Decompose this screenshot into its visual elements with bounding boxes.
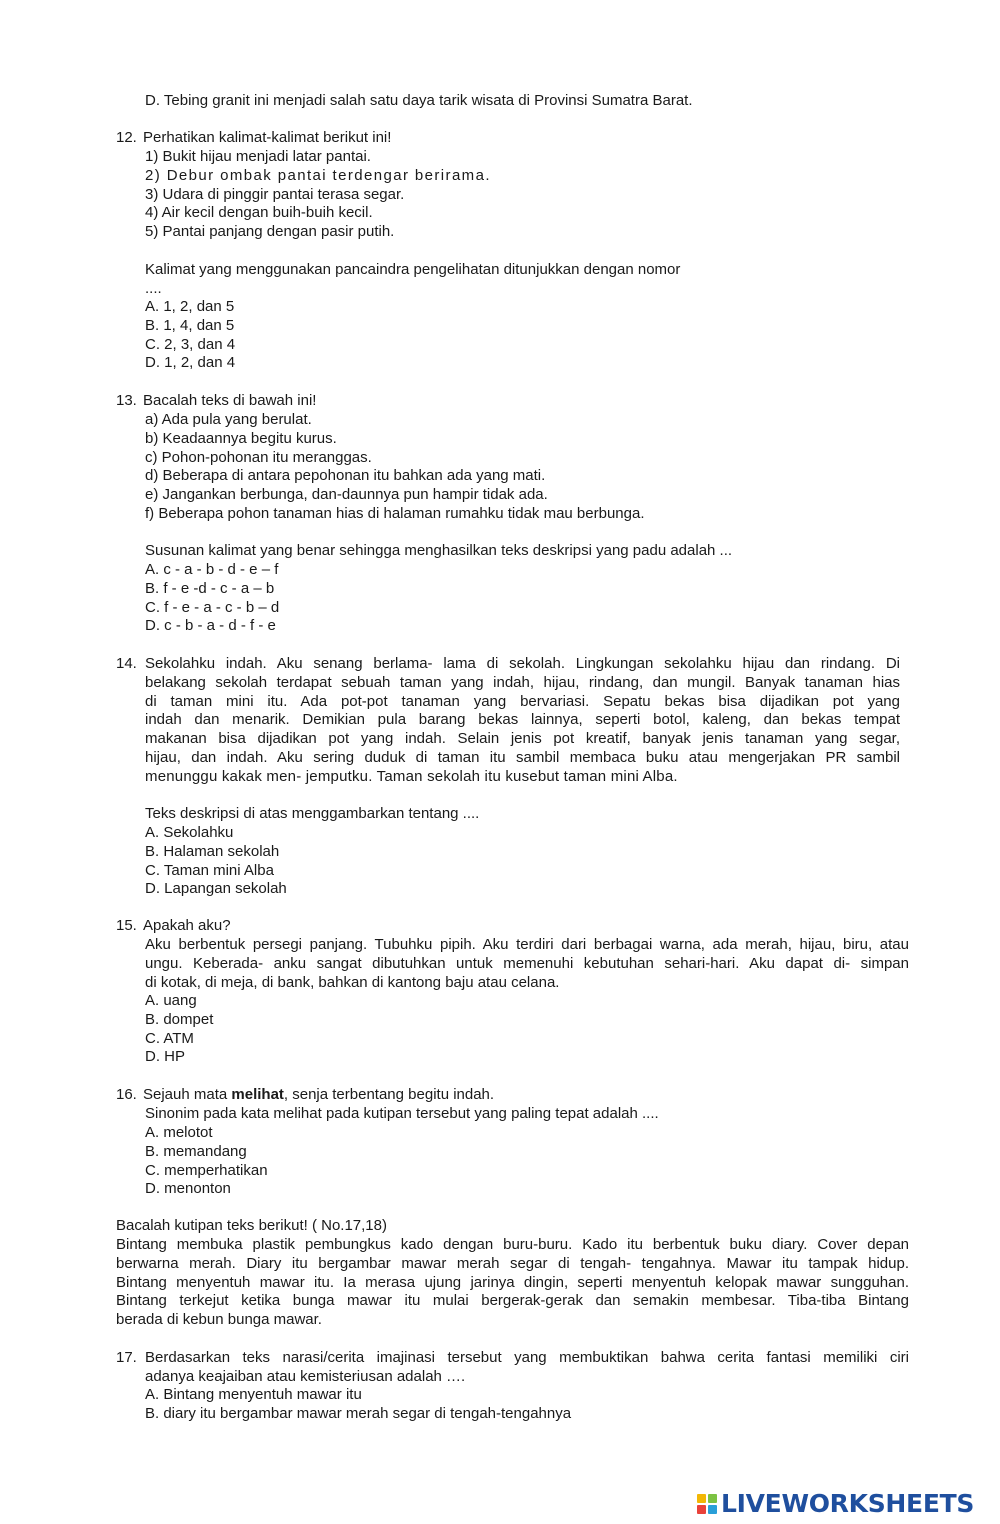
logo-tile [697, 1505, 706, 1514]
q17-question-line: Berdasarkan teks narasi/cerita imajinasi tersebut yang membuktikan bahwa cerita fantasi memiliki ciri [145, 1349, 909, 1366]
q14-passage [145, 655, 900, 787]
q12-item: 4) Air kecil dengan buih-buih kecil. [145, 204, 373, 222]
q16-option-d: D. menonton [145, 1180, 231, 1198]
excerpt-line: berwarna merah. Diary itu bergambar mawar merah segar di tengah- tengahnya. Mawar itu tampak hidup. [116, 1254, 909, 1272]
q12-number: 12. [116, 129, 137, 146]
q14-option-c: C. Taman mini Alba [145, 861, 274, 879]
q13-prompt: Bacalah teks di bawah ini! [143, 392, 317, 409]
q12-item: 3) Udara di pinggir pantai terasa segar. [145, 185, 405, 203]
q14-passage-line: Sekolahku indah. Aku senang berlama- lama di sekolah. Lingkungan sekolahku hijau dan rindang. Di [145, 655, 900, 672]
excerpt-line: Bintang membuka plastik pembungkus kado dengan buru-buru. Kado itu berbentuk buku diary. Cover depan [116, 1236, 909, 1253]
q13-item: b) Keadaannya begitu kurus. [145, 429, 337, 447]
q14-option-b: B. Halaman sekolah [145, 842, 280, 860]
q17-options [145, 1386, 571, 1424]
q14-passage-line: makanan bisa dijadikan pot yang indah. Selain jenis pot kreatif, banyak jenis tanaman yang segar, [145, 730, 900, 748]
q11-option-d: D. Tebing granit ini menjadi salah satu daya tarik wisata di Provinsi Sumatra Barat. [145, 92, 693, 109]
q16-number: 16. [116, 1086, 137, 1103]
q13-item: a) Ada pula yang berulat. [145, 411, 312, 428]
q15-passage-line: Aku berbentuk persegi panjang. Tubuhku pipih. Aku terdiri dari berbagai warna, ada merah, hijau, biru, atau [145, 936, 909, 953]
q15-passage-line: ungu. Keberada- anku sangat dibutuhkan untuk memenuhi kebutuhan sehari-hari. Aku dapat di- simpan [145, 954, 909, 972]
q13-item: d) Beberapa di antara pepohonan itu bahkan ada yang mati. [145, 467, 546, 485]
q13-option-c: C. f - e - a - c - b – d [145, 598, 280, 616]
excerpt-line: Bintang terkejut ketika bunga mawar itu mulai bergerak-gerak dan semakin membesar. Tiba-tiba Bintang [116, 1292, 909, 1310]
q17-question [145, 1349, 909, 1387]
q14-passage-line: belakang sekolah terdapat sebuah taman yang indah, hijau, rindang, dan mungil. Banyak tanaman hias [145, 673, 900, 691]
excerpt-line: Bintang menyentuh mawar itu. Ia merasa ujung jarinya dingin, seperti menyentuh kelopak mawar sungguhan. [116, 1273, 909, 1291]
q13-item: c) Pohon-pohonan itu meranggas. [145, 448, 372, 466]
q12-question: Kalimat yang menggunakan pancaindra pengelihatan ditunjukkan dengan nomor [145, 261, 681, 278]
q15-passage-line: di kotak, di meja, di bank, bahkan di kantong baju atau celana. [145, 973, 560, 991]
q16-prompt-before: Sejauh mata [143, 1086, 232, 1103]
q14-option-d: D. Lapangan sekolah [145, 880, 287, 898]
logo-tile [708, 1505, 717, 1514]
q13-option-b: B. f - e -d - c - a – b [145, 579, 275, 597]
q14-passage-line: di taman mini itu. Ada pot-pot tanaman yang bervariasi. Sepatu bekas bisa dijadikan pot yang [145, 692, 900, 710]
q15-number: 15. [116, 917, 137, 934]
q17-question-line: adanya keajaiban atau kemisteriusan adalah …. [145, 1367, 466, 1385]
q14-passage-line: menunggu kakak men- jemputku. Taman sekolah itu kusebut taman mini Alba. [145, 767, 678, 785]
logo-tile [708, 1494, 717, 1503]
q13-options [145, 561, 279, 636]
q14-passage-line: indah dan menarik. Demikian pula barang bekas lainnya, seperti botol, kaleng, dan bekas tempat [145, 711, 900, 729]
q13-item: f) Beberapa pohon tanaman hias di halaman rumahku tidak mau berbunga. [145, 504, 645, 522]
q17-option-a: A. Bintang menyentuh mawar itu [145, 1386, 362, 1403]
q15-option-d: D. HP [145, 1048, 186, 1066]
q16-option-b: B. memandang [145, 1142, 247, 1160]
q13-option-d: D. c - b - a - d - f - e [145, 617, 276, 635]
liveworksheets-logo-icon [697, 1494, 717, 1514]
liveworksheets-logo-text: LIVEWORKSHEETS [721, 1488, 975, 1518]
q12-ellipsis: .... [145, 280, 162, 297]
q16-options [145, 1124, 268, 1199]
q16-option-a: A. melotot [145, 1124, 213, 1141]
q17-option-b: B. diary itu bergambar mawar merah segar di tengah-tengahnya [145, 1404, 572, 1422]
q12-option-d: D. 1, 2, dan 4 [145, 354, 236, 372]
q16-prompt-bold-word: melihat [231, 1086, 284, 1103]
q16-question: Sinonim pada kata melihat pada kutipan tersebut yang paling tepat adalah .... [145, 1105, 659, 1122]
excerpt-passage [116, 1236, 909, 1330]
q12-prompt: Perhatikan kalimat-kalimat berikut ini! [143, 129, 392, 146]
q14-passage-line: hijau, dan indah. Aku sering duduk di taman itu sambil membaca buku atau mengerjakan PR sambil [145, 748, 900, 766]
logo-tile [697, 1494, 706, 1503]
q15-option-a: A. uang [145, 992, 197, 1009]
q12-item: 1) Bukit hijau menjadi latar pantai. [145, 148, 371, 165]
q15-option-c: C. ATM [145, 1029, 194, 1047]
q15-prompt: Apakah aku? [143, 917, 231, 934]
q14-option-a: A. Sekolahku [145, 824, 234, 841]
q12-items [145, 148, 491, 242]
q16-option-c: C. memperhatikan [145, 1161, 268, 1179]
q13-number: 13. [116, 392, 137, 409]
q15-passage [145, 936, 909, 992]
q13-items [145, 411, 645, 524]
q15-options [145, 992, 213, 1067]
q16-prompt [143, 1086, 494, 1105]
q12-option-c: C. 2, 3, dan 4 [145, 335, 236, 353]
q17-number: 17. [116, 1349, 137, 1366]
q13-item: e) Jangankan berbunga, dan-daunnya pun hampir tidak ada. [145, 486, 548, 504]
q16-prompt-after: , senja terbentang begitu indah. [283, 1086, 495, 1103]
q15-option-b: B. dompet [145, 1010, 214, 1028]
q12-item: 5) Pantai panjang dengan pasir putih. [145, 223, 395, 241]
q14-number: 14. [116, 655, 137, 672]
q12-options [145, 298, 235, 373]
liveworksheets-logo[interactable] [697, 1490, 993, 1518]
excerpt-heading: Bacalah kutipan teks berikut! ( No.17,18) [116, 1217, 387, 1234]
q13-question: Susunan kalimat yang benar sehingga menghasilkan teks deskripsi yang padu adalah ... [145, 542, 733, 559]
q12-item: 2) Debur ombak pantai terdengar berirama. [145, 166, 491, 184]
q12-option-b: B. 1, 4, dan 5 [145, 316, 235, 334]
q13-option-a: A. c - a - b - d - e – f [145, 561, 279, 578]
q14-question: Teks deskripsi di atas menggambarkan tentang .... [145, 805, 480, 822]
q14-options [145, 824, 287, 899]
excerpt-line: berada di kebun bunga mawar. [116, 1311, 322, 1329]
q12-option-a: A. 1, 2, dan 5 [145, 298, 235, 315]
